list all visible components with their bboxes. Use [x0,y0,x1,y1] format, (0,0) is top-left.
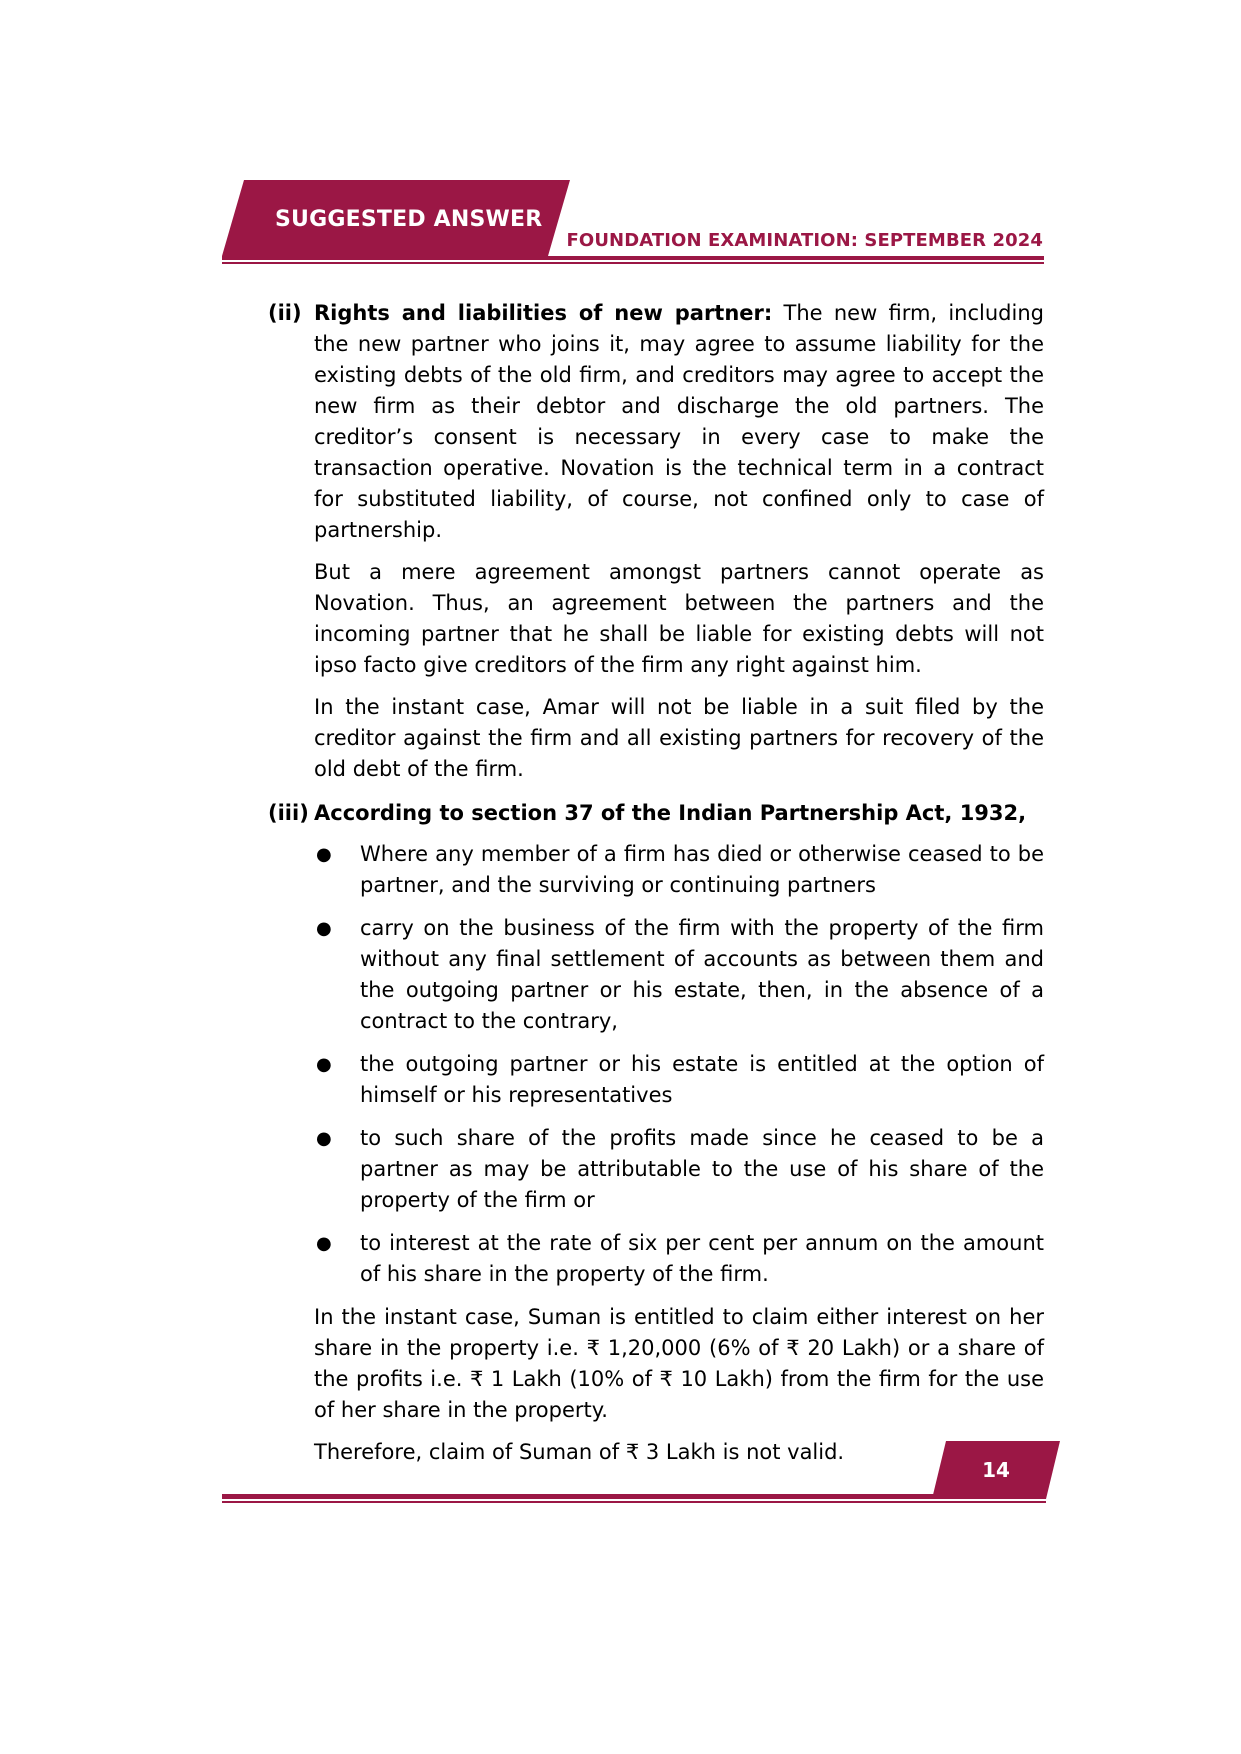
section-ii-para-1 [314,298,1044,546]
section-ii-para-1-text: The new firm, including the new partner who joins it, may agree to assume liability for the existing debts of the old firm, and creditors may agree to accept the new firm as their debtor and discharge the old partners. The creditor’s consent is necessary in every case to make the transaction operative. Novation is the technical term in a contract for substituted liability, of course, not confined only to case of partnership. [314,301,1044,542]
section-iii-heading: According to section 37 of the Indian Partnership Act, 1932, [314,801,1027,825]
section-iii-para-2: Therefore, claim of Suman of ₹ 3 Lakh is not valid. [314,1440,845,1464]
bullet-item: ● carry on the business of the firm with the property of the firm without any final settlement of accounts as between them and the outgoing partner or his estate, then, in the absence of a contract to the contrary, [314,913,1044,1037]
page-number: 14 [982,1458,1010,1482]
answer-content [268,298,1044,1479]
section-ii-marker: (ii) [268,301,302,325]
header-rule [222,256,1044,260]
section-ii [268,298,1044,796]
exam-title: FOUNDATION EXAMINATION: SEPTEMBER 2024 [566,230,1043,251]
section-ii-lead: Rights and liabilities of new partner: [314,301,773,325]
section-ii-para-2: But a mere agreement amongst partners cannot operate as Novation. Thus, an agreement between the partners and the incoming partner that he shall be liable for existing debts will not ipso facto give creditors of the firm any right against him. [314,560,1044,677]
bullet-item: ● to interest at the rate of six per cent per annum on the amount of his share in the property of the firm. [314,1228,1044,1290]
section-iii-para-1: In the instant case, Suman is entitled to claim either interest on her share in the property i.e. ₹ 1,20,000 (6% of ₹ 20 Lakh) or a share of the profits i.e. ₹ 1 Lakh (10% of ₹ 10 Lakh) from the firm for the use of her share in the property. [314,1305,1044,1422]
footer-rule-thin [222,1501,1046,1503]
footer-rule [222,1494,1046,1499]
bullet-item: ● Where any member of a firm has died or otherwise ceased to be partner, and the surviving or continuing partners [314,839,1044,901]
section-iii-marker: (iii) [268,801,309,825]
bullet-dot-icon: ● [316,844,332,865]
bullet-dot-icon: ● [316,918,332,939]
header-rule-thin [222,262,1044,264]
bullet-item: ● the outgoing partner or his estate is entitled at the option of himself or his representatives [314,1049,1044,1111]
bullet-dot-icon: ● [316,1128,332,1149]
bullet-dot-icon: ● [316,1054,332,1075]
section-iii-heading-row [268,798,1044,829]
section-ii-para-3: In the instant case, Amar will not be liable in a suit filed by the creditor against the firm and all existing partners for recovery of the old debt of the firm. [314,695,1044,781]
bullet-dot-icon: ● [316,1233,332,1254]
section-iii-bullet-list [314,839,1044,1290]
header-tab-label: SUGGESTED ANSWER [275,207,543,232]
bullet-item: ● to such share of the profits made since he ceased to be a partner as may be attributable to the use of his share of the property of the firm or [314,1123,1044,1216]
